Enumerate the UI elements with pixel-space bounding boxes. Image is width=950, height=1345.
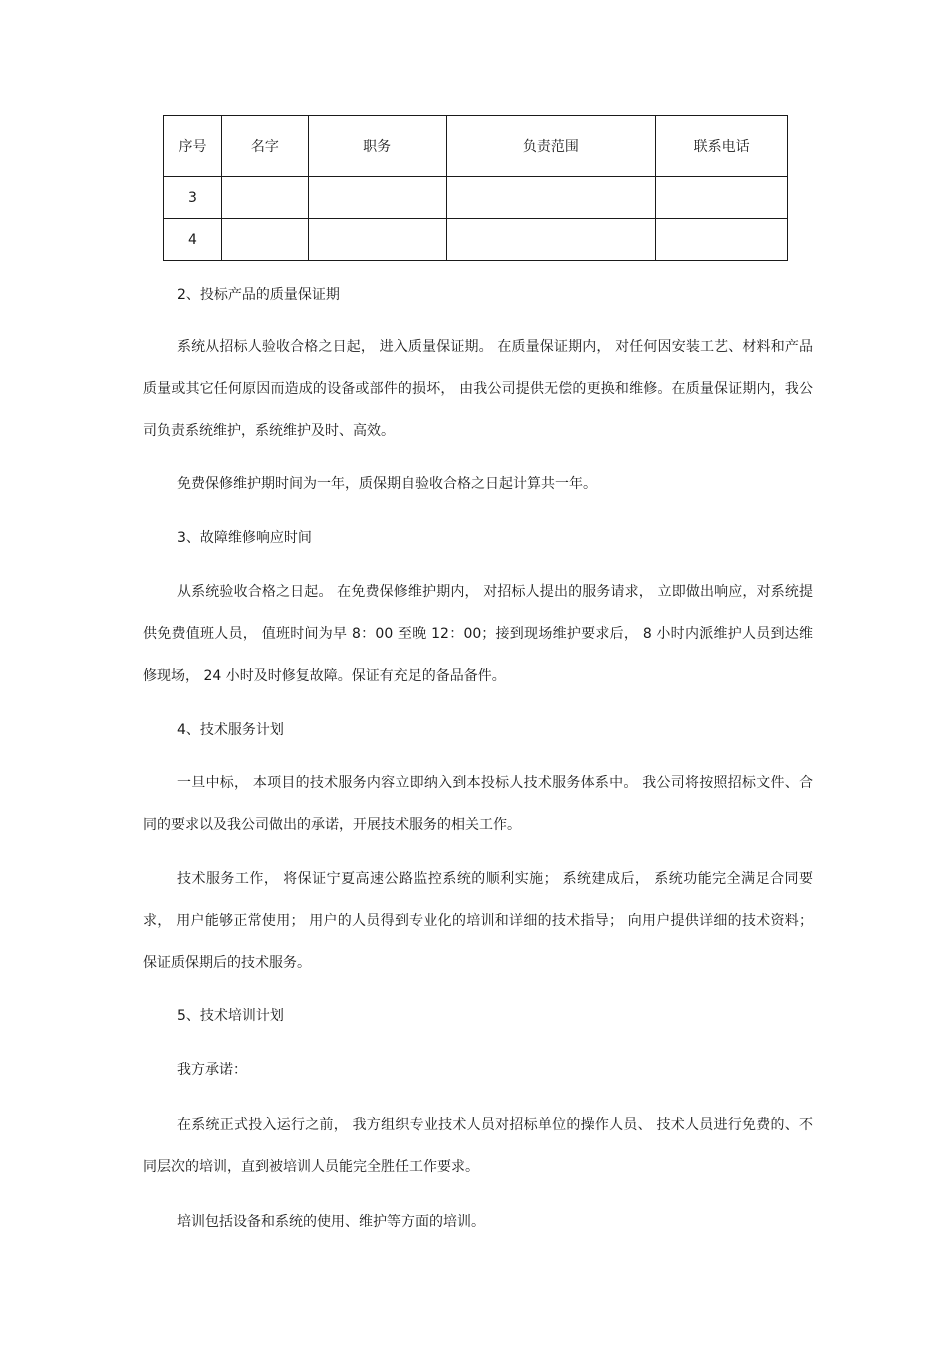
header-scope: 负责范围 bbox=[446, 116, 656, 177]
section-2-paragraph-2: 免费保修维护期时间为一年，质保期自验收合格之日起计算共一年。 bbox=[177, 476, 597, 492]
cell-name bbox=[221, 219, 308, 261]
cell-position bbox=[308, 177, 446, 219]
section-4-paragraph-2: 技术服务工作， 将保证宁夏高速公路监控系统的顺利实施； 系统建成后， 系统功能完全满足合同要求， 用户能够正常使用； 用户的人员得到专业化的培训和详细的技术指导； 向用户提供详细的技术资料；保证质保期后的技术服务。 bbox=[143, 871, 813, 971]
section-5-paragraph-3: 培训包括设备和系统的使用、维护等方面的培训。 bbox=[177, 1214, 485, 1230]
cell-position bbox=[308, 219, 446, 261]
header-index: 序号 bbox=[164, 116, 222, 177]
cell-index: 4 bbox=[164, 219, 222, 261]
section-3-paragraph-1: 从系统验收合格之日起。 在免费保修维护期内， 对招标人提出的服务请求， 立即做出响应，对系统提供免费值班人员， 值班时间为早 8：00 至晚 12：00；接到现场维护要求后， 8 小时内派维护人员到达维修现场， 24 小时及时修复故障。保证有充足的备品备件。 bbox=[143, 584, 813, 684]
section-4-title: 4、技术服务计划 bbox=[177, 722, 284, 738]
table-row bbox=[164, 177, 788, 219]
header-position: 职务 bbox=[308, 116, 446, 177]
cell-name bbox=[221, 177, 308, 219]
cell-scope bbox=[446, 177, 656, 219]
table-header-row bbox=[164, 116, 788, 177]
header-phone: 联系电话 bbox=[656, 116, 788, 177]
section-4-paragraph-1: 一旦中标， 本项目的技术服务内容立即纳入到本投标人技术服务体系中。 我公司将按照招标文件、合同的要求以及我公司做出的承诺，开展技术服务的相关工作。 bbox=[143, 775, 813, 833]
section-3-title: 3、故障维修响应时间 bbox=[177, 530, 312, 546]
section-2-paragraph-1: 系统从招标人验收合格之日起， 进入质量保证期。 在质量保证期内， 对任何因安装工艺、材料和产品质量或其它任何原因而造成的设备或部件的损坏， 由我公司提供无偿的更换和维修。在质量保证期内，我公司负责系统维护，系统维护及时、高效。 bbox=[143, 339, 813, 439]
header-name: 名字 bbox=[221, 116, 308, 177]
cell-phone bbox=[656, 219, 788, 261]
section-5-paragraph-1: 我方承诺： bbox=[177, 1062, 247, 1078]
table-row bbox=[164, 219, 788, 261]
section-2-title: 2、投标产品的质量保证期 bbox=[177, 287, 340, 303]
cell-index: 3 bbox=[164, 177, 222, 219]
cell-scope bbox=[446, 219, 656, 261]
section-5-paragraph-2: 在系统正式投入运行之前， 我方组织专业技术人员对招标单位的操作人员、 技术人员进行免费的、不同层次的培训，直到被培训人员能完全胜任工作要求。 bbox=[143, 1117, 813, 1175]
section-5-title: 5、技术培训计划 bbox=[177, 1008, 284, 1024]
staff-contact-table bbox=[163, 115, 788, 261]
cell-phone bbox=[656, 177, 788, 219]
